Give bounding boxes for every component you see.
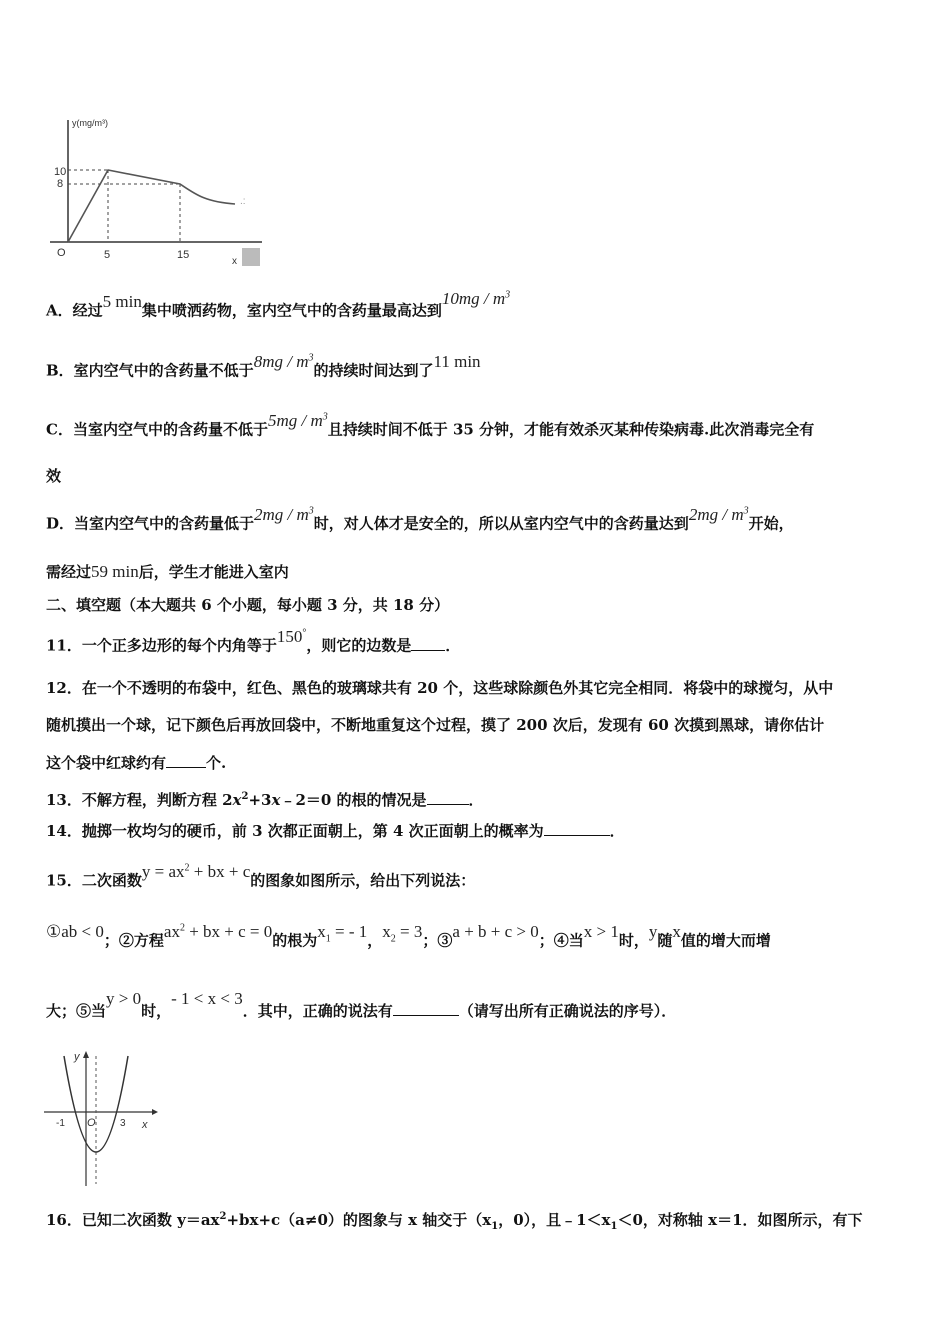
q11-math-base: 150 (276, 626, 303, 646)
q11-text1: 11．一个正多边形的每个内角等于 (46, 636, 277, 655)
option-b-math1-base: 8mg / m (253, 351, 309, 371)
scan-dots: .: (240, 196, 246, 207)
option-d-math2-sup: 3 (743, 505, 749, 516)
q16-text3: ，0），且﹣1＜x (498, 1211, 611, 1229)
q16-sup: 2 (219, 1211, 227, 1222)
y-tick-10: 10 (54, 166, 67, 178)
option-d-text1: D．当室内空气中的含药量低于 (46, 514, 255, 533)
option-c-math1-sup: 3 (322, 411, 328, 422)
q15-l2b: 时， (141, 1002, 172, 1020)
question-15 (46, 861, 476, 892)
option-b-text1: B．室内空气中的含药量不低于 (46, 361, 254, 380)
question-14 (46, 820, 625, 842)
tick-3: 3 (120, 1118, 126, 1129)
option-b-math1-sup: 3 (308, 352, 314, 363)
q16-sub2: 1 (610, 1221, 618, 1232)
option-a-text1: A．经过 (46, 301, 103, 320)
q13-text1: 13．不解方程，判断方程 2 (46, 791, 233, 809)
q11-text2: ，则它的边数是 (306, 636, 412, 655)
q15-s4-end3: 值的增大而增 (680, 931, 771, 950)
q12-line3-text: 这个袋中红球约有 (46, 754, 167, 772)
question-15-statements (46, 921, 771, 959)
q15-s3-math: a + b + c > 0 (452, 921, 539, 941)
question-12-line3 (46, 752, 226, 774)
origin-label: O (57, 247, 66, 259)
question-15-line3 (46, 989, 677, 1022)
option-b-text2: 的持续时间达到了 (313, 361, 434, 380)
q15-x2 (382, 921, 423, 945)
q15-s2-a: ax (163, 921, 180, 941)
option-a-math2 (442, 289, 510, 308)
origin-label: O (87, 1117, 96, 1129)
option-a-math1: 5 min (102, 291, 142, 311)
option-d-cont-math: 59 min (91, 562, 139, 581)
option-d-cont (46, 561, 289, 583)
q15-s4-math: x > 1 (583, 921, 619, 941)
y-axis-label: y(mg/m³) (72, 118, 108, 128)
x-axis-arrow (152, 1109, 158, 1115)
q15-s1-math: ab < 0 (61, 921, 104, 941)
q13-answer-blank[interactable] (427, 790, 469, 805)
y-label: y (74, 1051, 80, 1063)
question-11 (46, 626, 461, 657)
q15-s4-x: x (672, 921, 681, 941)
x-tick-5: 5 (104, 249, 111, 261)
q14-answer-blank[interactable] (544, 821, 610, 836)
q13-var-x2: x (271, 791, 281, 809)
option-c-cont (46, 465, 61, 487)
q13-text2: +3 (248, 791, 272, 809)
q13-sup: 2 (241, 791, 249, 802)
q15-x2-var: x (382, 921, 391, 941)
scan-artifact (242, 248, 260, 266)
question-13 (46, 786, 484, 811)
option-d-math1-base: 2mg / m (254, 504, 309, 524)
q16-text4: ＜0，对称轴 x＝1．如图所示，有下 (617, 1211, 863, 1229)
option-d-math1-sup: 3 (308, 505, 314, 516)
option-a-math2-base: 10mg / m (441, 288, 506, 308)
option-d-math1 (254, 505, 314, 524)
option-d-text3: 开始， (748, 514, 794, 533)
q15-text1: 15．二次函数 (46, 871, 142, 890)
option-d-cont2: 后，学生才能进入室内 (138, 563, 289, 581)
x-tick-15: 15 (177, 249, 190, 261)
q12-line3-end: 个. (206, 754, 227, 772)
question-12-line2 (46, 714, 824, 736)
q15-s2-end: 的根为 (272, 931, 318, 950)
option-d-cont1: 需经过 (46, 563, 92, 581)
concentration-graph (40, 112, 270, 272)
q15-x1-var: x (317, 921, 326, 941)
q15-func-a: y = ax (141, 861, 185, 881)
q15-l2c: ．其中，正确的说法有 (242, 1002, 393, 1020)
q14-text1: 14．抛掷一枚均匀的硬币，前 3 次都正面朝上，第 4 次正面朝上的概率为 (46, 822, 544, 840)
concentration-curve (68, 170, 235, 242)
q15-answer-blank[interactable] (393, 1001, 459, 1016)
q15-s4-end: 时， (618, 931, 649, 950)
q13-text3: ﹣2＝0 的根的情况是 (280, 791, 427, 809)
q13-end: ． (468, 791, 484, 809)
section-2-text: 二、填空题（本大题共 6 个小题，每小题 3 分，共 18 分） (46, 596, 450, 614)
option-d (46, 504, 794, 535)
section-2-heading (46, 594, 449, 616)
q16-sub1: 1 (491, 1221, 499, 1232)
q13-var-x: x (232, 791, 242, 809)
q15-comma: ， (367, 931, 383, 950)
q15-x2-sub: 2 (390, 933, 396, 945)
q15-s2-sup: 2 (179, 922, 185, 933)
option-d-math2 (689, 505, 749, 524)
q11-math (277, 627, 307, 646)
option-d-text2: 时，对人体才是安全的，所以从室内空气中的含药量达到 (313, 514, 689, 533)
q15-s1-mark: ① (46, 921, 62, 941)
option-c-math1-base: 5mg / m (267, 410, 323, 430)
option-b-math1 (254, 352, 314, 371)
q15-l2d: （请写出所有正确说法的序号）． (458, 1002, 677, 1020)
q15-s1-end: ；②方程 (103, 931, 164, 950)
q15-s4-y: y (648, 921, 658, 941)
q15-text2: 的图象如图所示，给出下列说法： (250, 871, 476, 890)
q15-s3: ；③ (422, 931, 453, 950)
q15-function (142, 862, 250, 881)
q12-line2-text: 随机摸出一个球，记下颜色后再放回袋中，不断地重复这个过程，摸了 200 次后，发现有 60 次摸到黑球，请你估计 (46, 716, 825, 734)
q14-end: ． (609, 822, 625, 840)
option-d-math2-base: 2mg / m (688, 504, 744, 524)
option-c-text2: 且持续时间不低于 35 分钟，才能有效杀灭某种传染病毒.此次消毒完全有 (327, 420, 815, 439)
option-c-cont-text: 效 (46, 467, 62, 485)
q11-answer-blank[interactable] (411, 636, 445, 651)
q15-s2-math (164, 922, 272, 941)
q15-func-sup: 2 (184, 862, 190, 873)
question-12-line1 (46, 677, 833, 699)
x-axis-label: x (232, 256, 237, 267)
option-a-math2-sup: 3 (505, 289, 511, 300)
question-16 (46, 1206, 863, 1238)
tick-minus1: -1 (56, 1118, 65, 1129)
q15-l2-math: y > 0 (106, 989, 142, 1008)
option-a (46, 288, 511, 322)
q15-x1-sub: 1 (325, 933, 331, 945)
x-label: x (142, 1119, 148, 1131)
option-c-math1 (268, 411, 328, 430)
q15-s4-end2: 随 (657, 931, 673, 950)
q15-x1-val: = - 1 (330, 921, 368, 941)
q15-s4: ；④当 (538, 931, 584, 950)
parabola-graph (42, 1048, 160, 1188)
option-b-math2: 11 min (433, 351, 481, 371)
q15-s2-b: + bx + c = 0 (184, 921, 273, 941)
q15-x1 (317, 921, 368, 945)
option-b (46, 351, 481, 382)
q15-func-b: + bx + c (189, 861, 251, 881)
option-c-text1: C．当室内空气中的含药量不低于 (46, 420, 268, 439)
q15-l2a: 大；⑤当 (46, 1002, 107, 1020)
q15-x2-val: = 3 (395, 921, 423, 941)
q16-text2: +bx+c（a≠0）的图象与 x 轴交于（x (226, 1211, 492, 1229)
q12-answer-blank[interactable] (166, 753, 206, 768)
option-c (46, 410, 815, 441)
y-axis-arrow (83, 1051, 89, 1058)
q11-end: ． (445, 636, 461, 655)
q16-text1: 16．已知二次函数 y＝ax (46, 1211, 220, 1229)
q11-math-sup: ° (302, 627, 307, 638)
y-tick-8: 8 (57, 178, 64, 190)
q12-line1-text: 12．在一个不透明的布袋中，红色、黑色的玻璃球共有 20 个，这些球除颜色外其它完全相同．将袋中的球搅匀，从中 (46, 679, 834, 697)
option-a-text2: 集中喷洒药物，室内空气中的含药量最高达到 (141, 301, 442, 320)
q15-l2-math2: - 1 < x < 3 (171, 989, 243, 1008)
